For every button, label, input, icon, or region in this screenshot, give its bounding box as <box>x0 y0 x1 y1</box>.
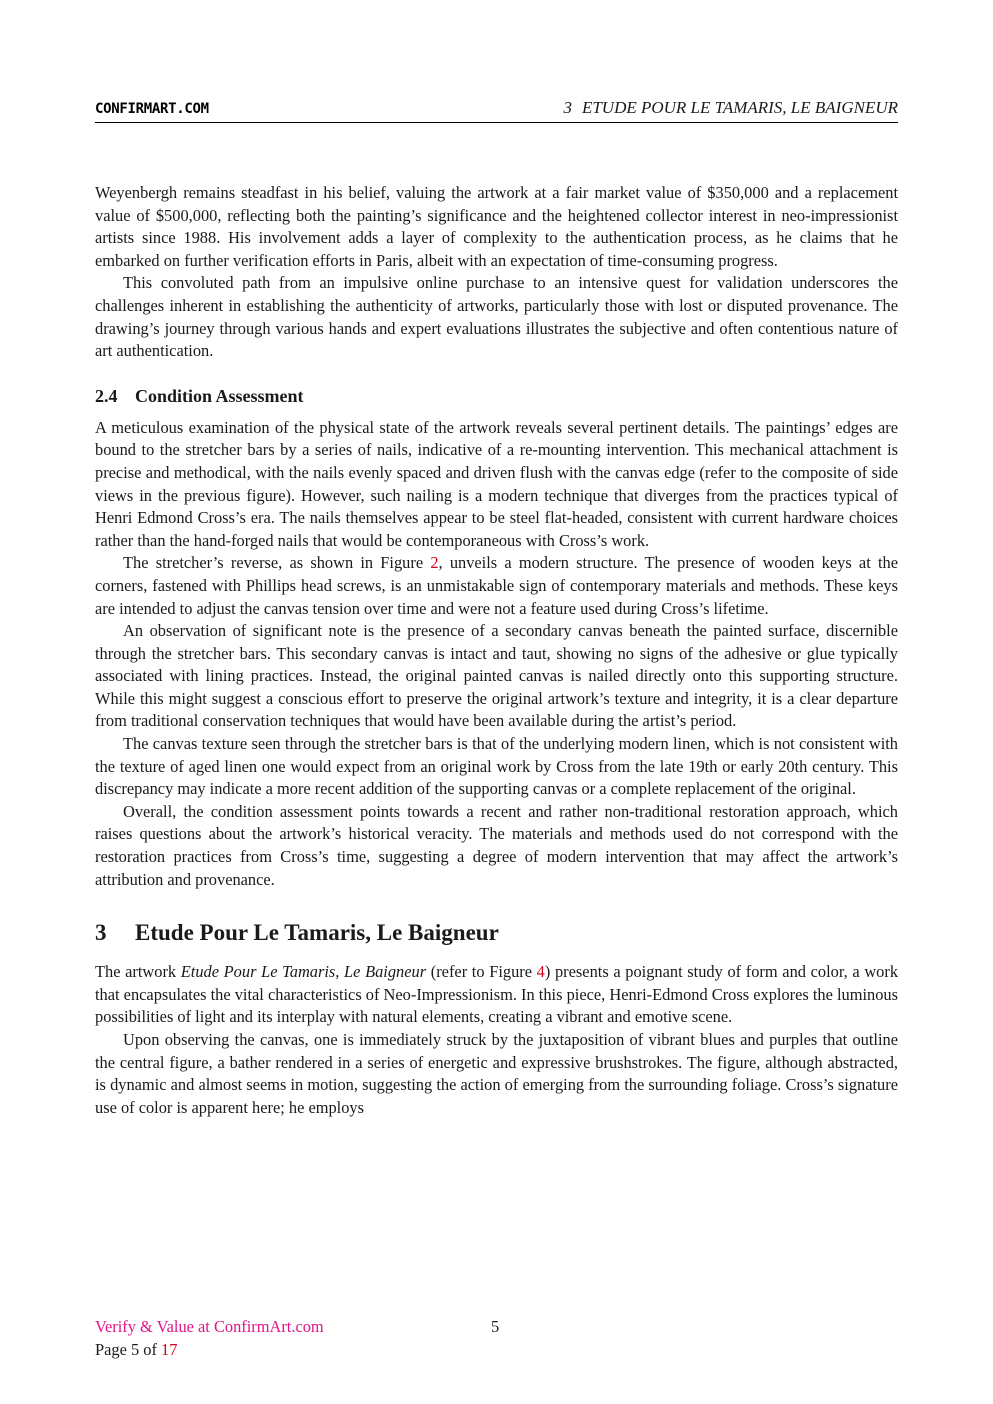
text-run: , unveils a modern structure. The presence of wooden keys at the corners, fastened with Phillips head screws, is an unmistakable sign of contemporary materials and methods. These keys are intended to adjust the canvas tension over time and were not a feature used during Cross’s lifetime. <box>95 553 898 618</box>
page-footer <box>95 1316 898 1361</box>
paragraph: This convoluted path from an impulsive online purchase to an intensive quest for validation underscores the challenges inherent in establishing the authenticity of artworks, particularly those with lost or disputed provenance. The drawing’s journey through various hands and expert evaluations illustrates the subjective and often contentious nature of art authentication. <box>95 273 898 361</box>
text-run: The artwork <box>95 962 181 982</box>
total-pages-link[interactable]: 17 <box>161 1339 178 1359</box>
subsection-number: 2.4 <box>95 385 118 406</box>
paragraph: The canvas texture seen through the stretcher bars is that of the underlying modern linen, which is not consistent with the texture of aged linen one would expect from an original work by Cross from the late 19th or early 20th century. This discrepancy may indicate a more recent addition of the supporting canvas or a complete replacement of the original. <box>95 734 898 799</box>
paragraph: A meticulous examination of the physical state of the artwork reveals several pertinent details. The paintings’ edges are bound to the stretcher bars by a series of nails, indicative of a re-mounting intervention. This mechanical attachment is precise and methodical, with the nails evenly spaced and driven flush with the canvas edge (refer to the composite of side views in the previous figure). However, such nailing is a modern technique that diverges from the practices typical of Henri Edmond Cross’s era. The nails themselves appear to be steel flat-headed, consistent with current hardware choices rather than the hand-forged nails that would be contemporaneous with Cross’s work. <box>95 417 898 550</box>
paragraph <box>95 552 898 620</box>
paragraph: Overall, the condition assessment points towards a recent and rather non-traditional restoration approach, which raises questions about the artwork’s historical veracity. The materials and methods used do not correspond with the restoration practices from Cross’s time, suggesting a degree of modern intervention that may affect the artwork’s attribution and provenance. <box>95 801 898 889</box>
text-run: The stretcher’s reverse, as shown in Figure <box>123 553 431 573</box>
text-run: (refer to Figure <box>426 962 537 982</box>
running-section-name: ETUDE POUR LE TAMARIS, LE BAIGNEUR <box>581 98 898 117</box>
page-count <box>95 1339 898 1362</box>
subsection-heading <box>95 385 898 407</box>
figure-2-link[interactable]: 2 <box>430 553 439 573</box>
page-count-label: Page 5 of <box>95 1339 162 1359</box>
running-section-title <box>563 98 898 118</box>
body-text <box>95 182 898 1119</box>
text-run: ) presents a poignant study of form and color, a work that encapsulates the vital characteristics of Neo-Impressionism. In this piece, Henri-Edmond Cross explores the luminous possibilities of light and its interplay with natural elements, creating a vibrant and emotive scene. <box>95 962 899 1027</box>
section-heading <box>95 919 898 947</box>
section-number: 3 <box>95 920 107 946</box>
paragraph: An observation of significant note is the presence of a secondary canvas beneath the painted surface, discernible through the stretcher bars. This secondary canvas is intact and taut, showing no signs of the adhesive or glue typically associated with lining practices. Instead, the original painted canvas is nailed directly onto this supporting structure. While this might suggest a conscious effort to preserve the original artwork’s texture and integrity, it is a clear departure from traditional conservation techniques that would have been available during the artist’s period. <box>95 621 898 731</box>
page-number: 5 <box>491 1317 500 1336</box>
confirmart-link[interactable]: Verify & Value at ConfirmArt.com <box>95 1317 324 1336</box>
figure-4-link[interactable]: 4 <box>536 962 545 982</box>
running-section-number: 3 <box>563 98 572 117</box>
subsection-title: Condition Assessment <box>135 385 304 406</box>
paragraph <box>95 961 898 1029</box>
running-header <box>95 98 898 123</box>
section-title: Etude Pour Le Tamaris, Le Baigneur <box>135 920 499 946</box>
confirmart-logo: CONFIRMART.COM <box>95 101 209 117</box>
artwork-title: Etude Pour Le Tamaris, Le Baigneur <box>180 962 427 982</box>
paragraph: Upon observing the canvas, one is immediately struck by the juxtaposition of vibrant blues and purples that outline the central figure, a bather rendered in a series of energetic and expressive brushstrokes. The figure, although abstracted, is dynamic and almost seems in motion, suggesting the action of emerging from the surrounding foliage. Cross’s signature use of color is apparent here; he employs <box>95 1030 898 1117</box>
paragraph: Weyenbergh remains steadfast in his belief, valuing the artwork at a fair market value of $350,000 and a replacement value of $500,000, reflecting both the painting’s significance and the heightened collector interest in neo-impressionist artists since 1988. His involvement adds a layer of complexity to the authentication process, as he claims that he embarked on further verification efforts in Paris, albeit with an expectation of time-consuming progress. <box>95 183 898 270</box>
